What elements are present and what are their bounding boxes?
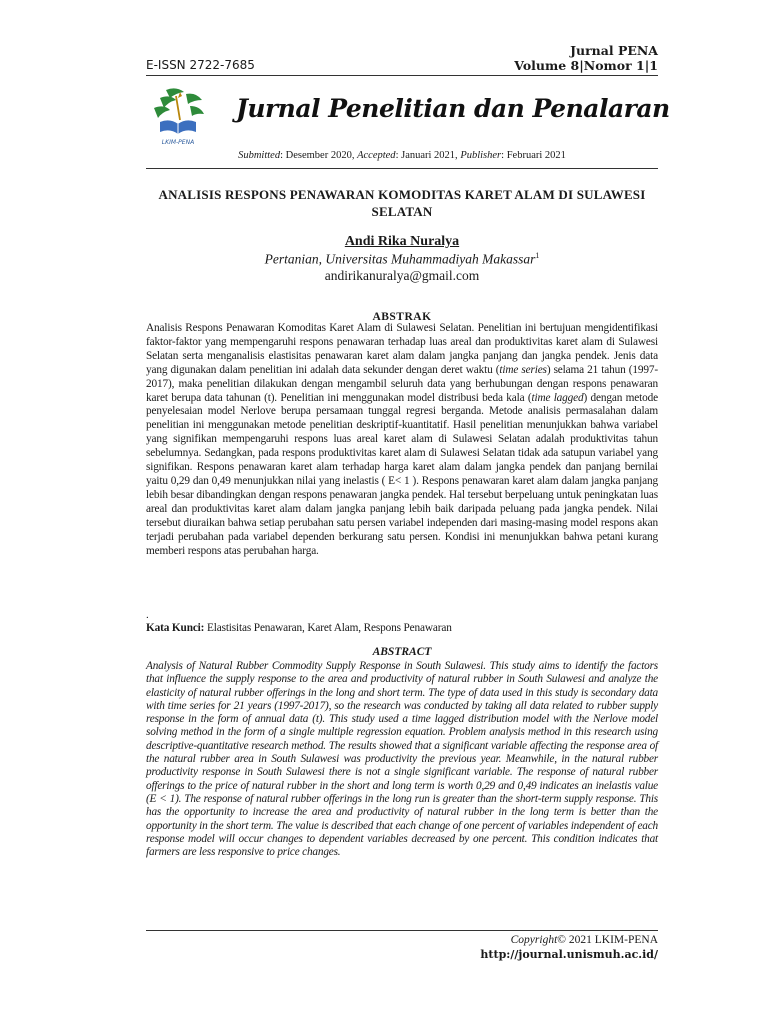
publisher-label: Publisher: [460, 150, 502, 161]
abstrak-text-1: Analisis Respons Penawaran Komoditas Karet Alam di Sulawesi Selatan. Penelitian ini bertujuan mengidentifikasi faktor-faktor yang mempengaruhi respons penawaran terhadap luas areal dan produktivitas karet alam di Sulawesi Selatan serta menganalisis elastisitas penawaran karet alam dalam jangka panjang dan jangka pendek. Jenis data yang digunakan dalam penelitian ini adalah data sekunder dengan deret waktu (: [146, 322, 658, 376]
abstrak-heading: ABSTRAK: [372, 311, 432, 323]
author-affiliation: [146, 251, 658, 268]
keywords-label: Kata Kunci:: [146, 622, 205, 634]
accepted-label: Accepted: [357, 150, 396, 161]
author-email: andirikanuralya@gmail.com: [324, 268, 480, 283]
affiliation-sup: 1: [535, 251, 540, 260]
logo-text: LKIM-PENA: [161, 139, 195, 146]
abstract-body: Analysis of Natural Rubber Commodity Supply Response in South Sulawesi. This study aims to identify the factors that influence the supply response to the area and productivity of natural rubber in South Sulawesi and analyze the elasticity of natural rubber offerings in the long and short term. The type of data used in this study is secondary data with time series for 21 years (1997-2017), so the research was conducted by taking all data related to rubber supply response in the form of annual data (t). This study used a time lagged distribution model with the Nerlove model solving method in the form of a single multiple regression equation. Problem analysis method in this research using descriptive-quantitative research method. The results showed that a significant variable affecting the response area of the natural rubber area in South Sulawesi was productivity the previous year. Meanwhile, in the natural rubber productivity response in South Sulawesi there is not a single significant variable. The response of natural rubber offerings to the price of natural rubber in the short and long term is worth 0,29 and 0,49 indicates an inelastis value (E < 1). The response of natural rubber offerings in the long run is greater than the short-term supply response. This has the opportunity to increase the area and productivity of natural rubber in the long term is better than the opportunity in the short term. The value is described that each change of one percent of variables independent of each response model will occur changes to dependent variables decreased by one percent. This condition indicates that farmers are less responsive to price changes.: [146, 660, 658, 859]
keywords: [146, 622, 658, 634]
journal-title: Jurnal Penelitian dan Penalaran: [236, 94, 670, 123]
footer-copyright: [511, 934, 658, 946]
author-name: Andi Rika Nuralya: [344, 234, 460, 249]
submission-rule: [146, 168, 658, 169]
footer-url: http://journal.unismuh.ac.id/: [480, 948, 658, 961]
abstrak-body: [146, 322, 658, 558]
accepted-value: : Januari 2021,: [395, 150, 461, 161]
journal-name: Jurnal PENA: [570, 43, 658, 58]
abstrak-italic-1: time series: [499, 363, 547, 376]
journal-logo-icon: [146, 84, 210, 148]
abstract-heading: ABSTRACT: [372, 646, 432, 658]
copyright-label: Copyright: [510, 934, 558, 946]
copyright-value: © 2021 LKIM-PENA: [557, 934, 658, 946]
issn: E-ISSN 2722-7685: [146, 58, 255, 72]
article-title: ANALISIS RESPONS PENAWARAN KOMODITAS KARET ALAM DI SULAWESI SELATAN: [158, 187, 646, 219]
submitted-label: Submitted: [238, 150, 281, 161]
keywords-value: Elastisitas Penawaran, Karet Alam, Respons Penawaran: [204, 622, 452, 634]
journal-volume: Volume 8|Nomor 1|1: [514, 58, 658, 73]
abstrak-text-2: ) selama 21 tahun (1997-2017), maka penelitian dilakukan dengan mengambil seluruh data yang berhubungan dengan respons penawaran karet berupa data tahunan (t). Penelitian ini menggunakan model distribusi beda kala (: [146, 363, 659, 404]
abstrak-italic-2: time lagged: [531, 391, 584, 404]
publisher-value: : Februari 2021: [501, 150, 566, 161]
affiliation-text: Pertanian, Universitas Muhammadiyah Makassar: [264, 251, 536, 267]
abstrak-dot: .: [146, 609, 149, 621]
journal-header-right: [514, 43, 658, 73]
submitted-value: : Desember 2020,: [280, 150, 358, 161]
abstrak-text-3: ) dengan metode penyelesaian model Nerlove berupa persamaan tunggal regresi berganda. Metode analisis permasalahan dalam penelitian ini menggunakan metode penelitian deskriptif-kuantitatif. Hasil penelitian menunjukkan bahwa variabel yang signifikan mempengaruhi respons luas areal karet alam di Sulawesi Selatan adalah produktivitas tahun sebelumnya. Sedangkan, pada respons produktivitas karet alam di Sulawesi Selatan tidak ada satupun variabel yang signifikan. Respons penawaran karet alam terhadap harga karet alam dalam jangka pendek dan panjang bernilai yaitu 0,29 dan 0,49 menunjukkan nilai yang inelastis ( E< 1 ). Respons penawaran karet alam dalam jangka panjang lebih besar dibandingkan dengan respons penawaran jangka pendek. Hal tersebut berpeluang untuk peningkatan luas areal dan produktivitas karet alam dalam jangka panjang lebih baik daripada peluang pada jangka pendek. Nilai tersebut diuraikan bahwa setiap perubahan satu persen variabel independen dari masing-masing model respons akan terjadi perubahan pada variabel dependen berkurang satu persen. Kondisi ini menunjukkan bahwa petani kurang memberi respons atas perubahan harga.: [146, 391, 658, 557]
submission-dates: [146, 150, 658, 161]
header-rule: [146, 75, 658, 76]
footer-rule: [146, 930, 658, 931]
